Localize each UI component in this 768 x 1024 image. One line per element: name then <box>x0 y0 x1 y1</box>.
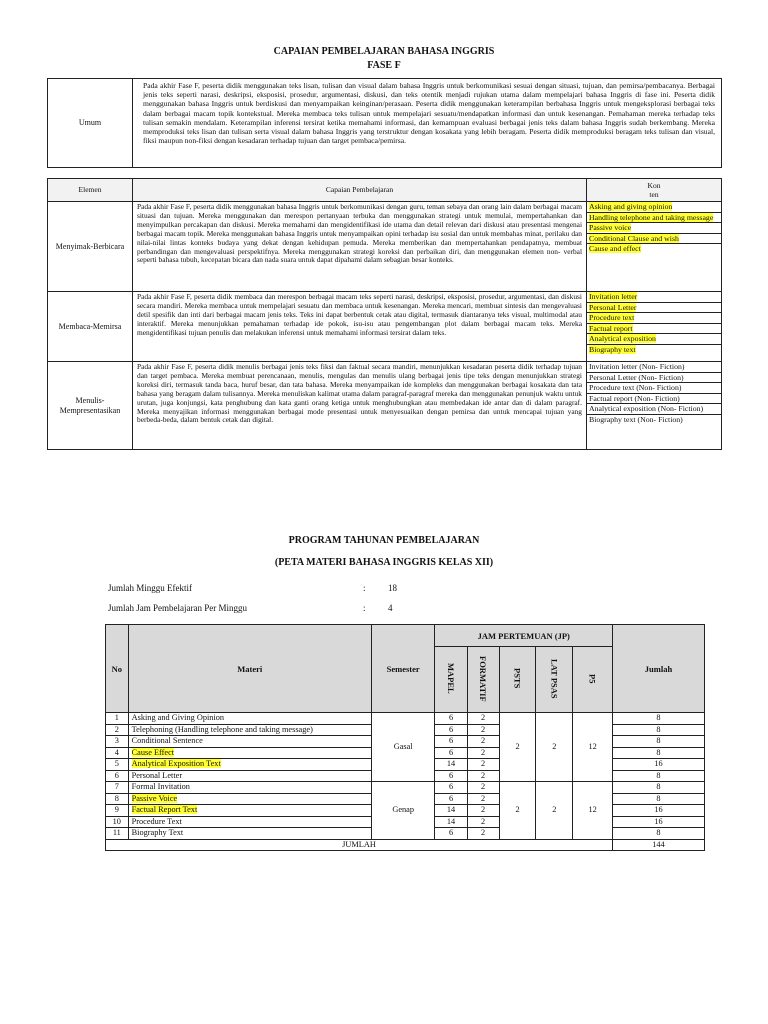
row-no: 2 <box>106 724 129 736</box>
elemen-label: Menulis-Mempresentasikan <box>48 362 133 450</box>
header-p5 <box>573 647 613 713</box>
row-mapel: 6 <box>435 782 467 794</box>
row-formatif: 2 <box>467 736 499 748</box>
konten-text: Analytical exposition <box>589 334 656 343</box>
header-semester: Semester <box>371 625 435 713</box>
row-formatif: 2 <box>467 759 499 771</box>
psts-label: PSTS <box>512 668 523 689</box>
konten-item <box>587 313 721 324</box>
colon: : <box>363 583 366 593</box>
konten-list <box>587 362 722 450</box>
row-materi <box>128 782 371 794</box>
total-value: 144 <box>613 839 705 851</box>
materi-text: Factual Report Text <box>131 805 198 814</box>
table-row <box>106 782 705 794</box>
formatif-label: FORMATIF <box>478 655 489 702</box>
konten-list <box>587 292 722 362</box>
total-row <box>106 839 705 851</box>
row-formatif: 2 <box>467 770 499 782</box>
row-no: 11 <box>106 828 129 840</box>
elemen-description: Pada akhir Fase F, peserta didik menulis berbagai jenis teks fiksi dan faktual secara mandiri, menunjukkan kesadaran peserta didik terhadap tujuan dan target pembaca. Mereka membuat perencanaan, menulis, mengulas dan menulis ulang berbagai jenis tipe teks dengan menunjukkan strategi koreksi diri, termasuk tanda baca, huruf besar, dan tata bahasa. Mereka menyampaikan ide kompleks dan menggunakan berbagai kosakata dan tata bahasa yang beragam dalam tulisannya. Mereka menuliskan kalimat utama dalam paragraf-paragraf mereka dan menggunakan penunjuk waktu untuk urutan, juga konjungsi, kata penghubung dan kata ganti orang ketiga untuk menghubungkan atau membedakan ide antar dan di dalam paragraf. Mereka menyajikan informasi menggunakan berbagai mode presentasi untuk menyesuaikan dengan pemirsa dan untuk mencapai tujuan yang berbeda-beda, dalam bentuk cetak dan digital. <box>133 362 587 450</box>
materi-text: Passive Voice <box>131 793 178 803</box>
header-psts <box>499 647 536 713</box>
row-semester: Genap <box>371 782 435 840</box>
konten-item <box>587 244 721 254</box>
konten-item <box>587 292 721 303</box>
row-jumlah: 8 <box>613 736 705 748</box>
program-title: PROGRAM TAHUNAN PEMBELAJARAN <box>288 535 480 546</box>
row-no: 3 <box>106 736 129 748</box>
row-no: 10 <box>106 816 129 828</box>
konten-item <box>587 202 721 213</box>
row-formatif: 2 <box>467 724 499 736</box>
row-jumlah: 8 <box>613 828 705 840</box>
colon: : <box>363 603 366 613</box>
umum-table <box>47 78 722 168</box>
header-formatif <box>467 647 499 713</box>
header-capaian: Capaian Pembelajaran <box>133 179 587 202</box>
row-p5: 12 <box>573 713 613 782</box>
materi-text: Telephoning (Handling telephone and taking message) <box>131 724 313 734</box>
konten-item: Analytical exposition (Non- Fiction) <box>587 404 721 415</box>
header-elemen: Elemen <box>48 179 133 202</box>
konten-item: Biography text (Non- Fiction) <box>589 414 683 424</box>
row-jumlah: 8 <box>613 713 705 725</box>
row-materi <box>128 747 371 759</box>
konten-text: Factual report <box>589 323 633 333</box>
header-jumlah: Jumlah <box>613 625 705 713</box>
row-formatif: 2 <box>467 782 499 794</box>
row-materi <box>128 805 371 817</box>
row-psts: 2 <box>499 782 536 840</box>
row-no: 7 <box>106 782 129 794</box>
row-materi <box>128 736 371 748</box>
materi-text: Analytical Exposition Text <box>131 759 221 768</box>
elemen-table <box>47 178 722 450</box>
materi-text: Formal Invitation <box>131 782 190 791</box>
row-materi <box>128 828 371 840</box>
row-mapel: 6 <box>435 793 467 805</box>
row-mapel: 6 <box>435 770 467 782</box>
konten-text: Cause and effect <box>589 244 641 253</box>
row-mapel: 14 <box>435 759 467 771</box>
total-label: JUMLAH <box>106 839 613 851</box>
konten-text: Handling telephone and taking message <box>589 212 714 222</box>
p5-label: P5 <box>587 673 598 684</box>
row-p5: 12 <box>573 782 613 840</box>
konten-item: Factual report (Non- Fiction) <box>587 394 721 405</box>
jumlah-minggu-label: Jumlah Minggu Efektif <box>108 583 192 593</box>
row-lat-psas: 2 <box>536 782 573 840</box>
lat-psas-label: LAT PSAS <box>549 658 560 699</box>
header-no: No <box>106 625 129 713</box>
row-jumlah: 16 <box>613 759 705 771</box>
elemen-description: Pada akhir Fase F, peserta didik menggunakan bahasa Inggris untuk berkomunikasi dengan guru, teman sebaya dan orang lain dalam berbagai macam situasi dan tujuan. Mereka menggunakan dan merespon pertanyaan terbuka dan menggunakan strategi untuk memulai, mempertahankan dan menyimpulkan percakapan dan diskusi. Mereka memahami dan mengidentifikasi ide utama dan detail relevan dari diskusi atau presentasi mengenai berbagai macam topik. Mereka menggunakan bahasa Inggris untuk menyampaikan opini terhadap isu sosial dan untuk membahas minat, perilaku dan nilai-nilai lintas konteks budaya yang dekat dengan kehidupan pemuda. Mereka memberikan dan mempertahankan pendapatnya, membuat perbandingan dan mengevaluasi perspektifnya. Mereka menggunakan strategi koreksi dan perbaikan diri, dan menggunakan elemen non- verbal seperti bahasa tubuh, kecepatan bicara dan nada suara untuk dapat dipahami dalam sebagian besar konteks. <box>133 202 587 292</box>
konten-item <box>587 345 721 355</box>
konten-item: Personal Letter (Non- Fiction) <box>587 373 721 384</box>
header-konten: Kon ten <box>587 179 722 202</box>
header-materi: Materi <box>128 625 371 713</box>
row-no: 6 <box>106 770 129 782</box>
umum-text: Pada akhir Fase F, peserta didik menggunakan teks lisan, tulisan dan visual dalam bahasa Inggris untuk berkomunikasi sesuai dengan situasi, tujuan, dan pemirsa/pembacanya. Berbagai jenis teks seperti narasi, deskripsi, eksposisi, prosedur, argumentasi, diskusi, dan teks otentik menjadi rujukan utama dalam mempelajari bahasa Inggris di fase ini. Peserta didik menggunakan bahasa Inggris untuk berdiskusi dan menyampaikan keinginan/perasaan. Peserta didik menggunakan keterampilan berbahasa Inggris untuk mengeksplorasi berbagai teks dalam berbagai macam topik kontekstual. Mereka membaca teks tulisan untuk mempelajari sesuatu/mendapatkan informasi dan untuk kesenangan. Pemahaman mereka terhadap teks tulisan semakin mendalam. Keterampilan inferensi tersirat ketika memahami informasi, dan kemampuan evaluasi berbagai jenis teks dalam bahasa Inggris sudah berkembang. Mereka memproduksi teks lisan dan tulisan serta visual dalam bahasa Inggris yang terstruktur dengan kosakata yang lebih beragam. Peserta didik memproduksi beragam teks tulisan dan visual, fiksi maupun non-fiksi dengan kesadaran terhadap tujuan dan target pembaca/pemirsa. <box>133 79 722 168</box>
materi-text: Procedure Text <box>131 816 182 826</box>
row-mapel: 14 <box>435 816 467 828</box>
konten-text: Personal Letter <box>589 302 637 312</box>
cp-title: CAPAIAN PEMBELAJARAN BAHASA INGGRIS <box>273 46 495 57</box>
jumlah-minggu-value: 18 <box>388 583 397 593</box>
materi-text: Asking and Giving Opinion <box>131 713 225 722</box>
konten-item <box>587 324 721 335</box>
konten-text: Invitation letter <box>589 292 638 301</box>
row-psts: 2 <box>499 713 536 782</box>
row-mapel: 6 <box>435 724 467 736</box>
konten-text: Biography text <box>589 344 636 354</box>
row-mapel: 14 <box>435 805 467 817</box>
row-no: 9 <box>106 805 129 817</box>
header-lat-psas <box>536 647 573 713</box>
elemen-description: Pada akhir Fase F, peserta didik membaca dan merespon berbagai macam teks seperti narasi, deskripsi, eksposisi, prosedur, argumentasi, dan diskusi secara mandiri. Mereka membaca untuk mempelajari sesuatu dan membaca untuk kesenangan. Mereka mencari, membuat sintesis dan mengevaluasi detil spesifik dan inti dari berbagai macam jenis teks. Teks ini dapat berbentuk cetak atau digital, termasuk diantaranya teks visual, multimodal atau interaktif. Mereka menunjukkan pemahaman terhadap ide pokok, isu-isu atau pengembangan plot dalam berbagai macam teks. Mereka mengidentifikasi tujuan penulis dan melakukan inferensi untuk memahami informasi tersirat dalam teks. <box>133 292 587 362</box>
row-jumlah: 8 <box>613 793 705 805</box>
elemen-label: Menyimak-Berbicara <box>48 202 133 292</box>
konten-item <box>587 223 721 234</box>
konten-item: Procedure text (Non- Fiction) <box>587 383 721 394</box>
row-formatif: 2 <box>467 828 499 840</box>
row-jumlah: 16 <box>613 805 705 817</box>
row-mapel: 6 <box>435 736 467 748</box>
konten-text: Conditional Clause and wish <box>589 233 679 243</box>
table-row <box>106 713 705 725</box>
program-table <box>105 624 705 851</box>
row-no: 5 <box>106 759 129 771</box>
konten-item <box>587 213 721 224</box>
header-mapel <box>435 647 467 713</box>
row-materi <box>128 713 371 725</box>
row-formatif: 2 <box>467 713 499 725</box>
header-jp: JAM PERTEMUAN (JP) <box>435 625 613 647</box>
row-jumlah: 8 <box>613 724 705 736</box>
row-jumlah: 8 <box>613 770 705 782</box>
row-formatif: 2 <box>467 816 499 828</box>
row-no: 4 <box>106 747 129 759</box>
row-jumlah: 16 <box>613 816 705 828</box>
row-formatif: 2 <box>467 793 499 805</box>
konten-list <box>587 202 722 292</box>
program-subtitle: (PETA MATERI BAHASA INGGRIS KELAS XII) <box>274 557 494 568</box>
konten-item <box>587 334 721 345</box>
konten-text: Procedure text <box>589 313 635 322</box>
materi-text: Conditional Sentence <box>131 736 203 745</box>
row-materi <box>128 759 371 771</box>
row-jumlah: 8 <box>613 782 705 794</box>
row-jumlah: 8 <box>613 747 705 759</box>
row-mapel: 6 <box>435 828 467 840</box>
jumlah-jam-value: 4 <box>388 603 393 613</box>
konten-text: Passive voice <box>589 223 632 232</box>
konten-text: Asking and giving opinion <box>589 202 673 211</box>
konten-item <box>587 234 721 245</box>
row-formatif: 2 <box>467 805 499 817</box>
row-no: 1 <box>106 713 129 725</box>
row-formatif: 2 <box>467 747 499 759</box>
konten-item <box>587 303 721 314</box>
jumlah-jam-row <box>108 603 393 613</box>
cp-subtitle: FASE F <box>367 60 401 71</box>
row-materi <box>128 724 371 736</box>
row-materi <box>128 816 371 828</box>
mapel-label: MAPEL <box>446 663 457 694</box>
umum-label: Umum <box>48 79 133 168</box>
row-mapel: 6 <box>435 747 467 759</box>
row-materi <box>128 793 371 805</box>
konten-item: Invitation letter (Non- Fiction) <box>587 362 721 373</box>
jumlah-minggu-row <box>108 583 397 593</box>
elemen-label: Membaca-Memirsa <box>48 292 133 362</box>
row-mapel: 6 <box>435 713 467 725</box>
row-semester: Gasal <box>371 713 435 782</box>
materi-text: Biography Text <box>131 828 184 837</box>
row-no: 8 <box>106 793 129 805</box>
row-lat-psas: 2 <box>536 713 573 782</box>
jumlah-jam-label: Jumlah Jam Pembelajaran Per Minggu <box>108 603 247 613</box>
materi-text: Cause Effect <box>131 747 175 757</box>
materi-text: Personal Letter <box>131 770 183 780</box>
row-materi <box>128 770 371 782</box>
